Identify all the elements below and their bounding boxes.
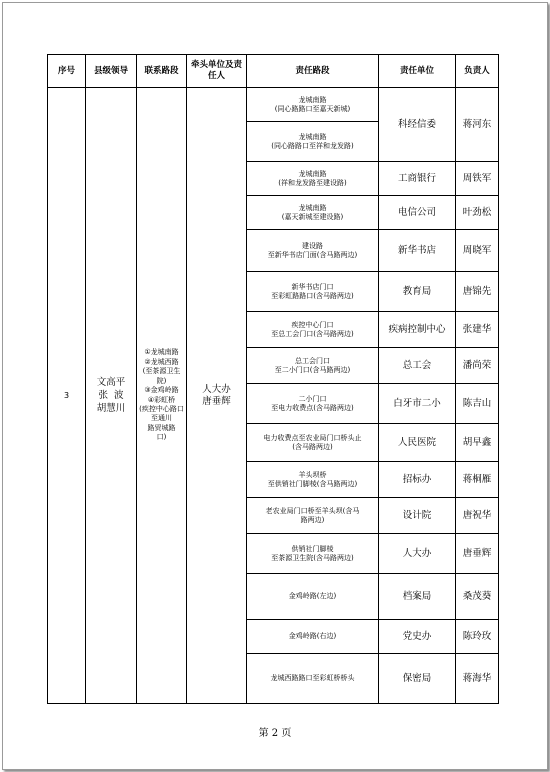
seq-cell: 3 (48, 88, 86, 704)
leader-cell (86, 88, 137, 704)
resp-range-cell: 电力收费点至农业局门口桥头止 (含马路两边) (247, 424, 379, 462)
resp-range-cell: 新华书店门口 至彩虹路路口(含马路两边) (247, 272, 379, 312)
resp-unit-cell: 保密局 (379, 654, 456, 704)
header-contact-range: 联系路段 (137, 55, 187, 88)
person-cell: 张建华 (456, 312, 499, 348)
resp-unit-cell: 新华书店 (379, 230, 456, 272)
person-cell: 唐祝华 (456, 498, 499, 534)
resp-unit-cell: 招标办 (379, 462, 456, 498)
resp-range-cell: 金鸡岭路(左边) (247, 574, 379, 620)
leader-line: 张 波 (98, 389, 124, 401)
person-cell: 周铁军 (456, 162, 499, 196)
contact-line: (至茶源卫生院) (142, 367, 181, 385)
person-cell: 陈吉山 (456, 384, 499, 424)
person-cell: 蒋河东 (456, 88, 499, 162)
lead-unit-line: 人大办 (202, 383, 231, 395)
lead-unit-cell (187, 88, 247, 704)
page-number: 第 2 页 (258, 728, 292, 739)
header-resp-range: 责任路段 (247, 55, 379, 88)
resp-range-cell: 龙城南路 (同心路路口至嘉天新城) (247, 88, 379, 122)
contact-line: 口) (156, 433, 167, 442)
person-cell: 胡早鑫 (456, 424, 499, 462)
contact-range-cell (137, 88, 187, 704)
resp-range-cell: 金鸡岭路(右边) (247, 620, 379, 654)
resp-unit-cell: 工商银行 (379, 162, 456, 196)
resp-unit-cell: 科经信委 (379, 88, 456, 162)
resp-unit-cell: 疾病控制中心 (379, 312, 456, 348)
person-cell: 潘尚荣 (456, 348, 499, 384)
header-lead-unit: 牵头单位及责任人 (187, 55, 247, 88)
resp-range-cell: 二小门口 至电力收费点(含马路两边) (247, 384, 379, 424)
contact-line: ②龙城西路 (144, 357, 179, 366)
header-leader: 县级领导 (86, 55, 137, 88)
person-cell: 周晓军 (456, 230, 499, 272)
resp-range-cell: 龙城南路 (祥和龙发路至建设路) (247, 162, 379, 196)
resp-unit-cell: 电信公司 (379, 196, 456, 230)
leader-line: 胡慧川 (96, 403, 126, 415)
person-cell: 叶劲松 (456, 196, 499, 230)
table-row (48, 88, 499, 122)
person-cell: 蒋海华 (456, 654, 499, 704)
resp-range-cell: 建设路 至新华书店门面(含马路两边) (247, 230, 379, 272)
resp-range-cell: 疾控中心门口 至总工会门口(含马路两边) (247, 312, 379, 348)
resp-range-cell: 龙城西路路口至彩虹桥桥头 (247, 654, 379, 704)
resp-unit-cell: 人大办 (379, 534, 456, 574)
resp-range-cell: 老农业局门口桥至羊头坝(含马 路两边) (247, 498, 379, 534)
header-resp-unit: 责任单位 (379, 55, 456, 88)
person-cell: 蒋桐雁 (456, 462, 499, 498)
person-cell: 桑茂葵 (456, 574, 499, 620)
resp-unit-cell: 人民医院 (379, 424, 456, 462)
resp-unit-cell: 档案局 (379, 574, 456, 620)
table-header-row (48, 55, 499, 88)
contact-line: ①龙城南路 (144, 348, 179, 357)
contact-line: (疾控中心路口至通川 (139, 404, 184, 423)
responsibility-table (47, 54, 499, 704)
contact-line: ④彩虹桥 (147, 395, 176, 404)
resp-range-cell: 供销社门脚棱 至茶源卫生院(含马路两边) (247, 534, 379, 574)
leader-line: 文高平 (96, 376, 126, 388)
resp-unit-cell: 白牙市二小 (379, 384, 456, 424)
header-seq: 序号 (48, 55, 86, 88)
resp-unit-cell: 设计院 (379, 498, 456, 534)
resp-range-cell: 龙城南路 (嘉天新城至建设路) (247, 196, 379, 230)
person-cell: 陈玲玫 (456, 620, 499, 654)
resp-range-cell: 羊头坝桥 至供销社门脚棱(含马路两边) (247, 462, 379, 498)
resp-unit-cell: 总工会 (379, 348, 456, 384)
resp-unit-cell: 教育局 (379, 272, 456, 312)
resp-range-cell: 总工会门口 至二小门口(含马路两边) (247, 348, 379, 384)
person-cell: 唐锦先 (456, 272, 499, 312)
lead-unit-line: 唐垂辉 (202, 395, 231, 407)
resp-range-cell: 龙城南路 (同心路路口至祥和龙发路) (247, 122, 379, 162)
header-person: 负责人 (456, 55, 499, 88)
contact-line: ③金鸡岭路 (144, 386, 179, 395)
person-cell: 唐垂辉 (456, 534, 499, 574)
contact-line: 路贸城路 (147, 423, 176, 432)
resp-unit-cell: 党史办 (379, 620, 456, 654)
